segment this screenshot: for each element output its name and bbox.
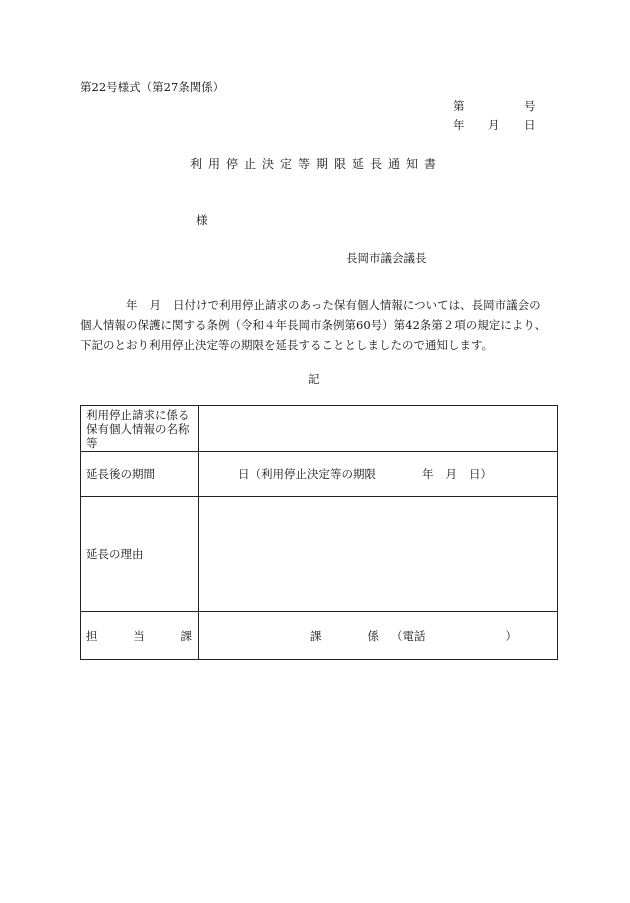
responsible-label-1: 担 xyxy=(86,628,98,643)
reason-value xyxy=(199,497,558,612)
body-date-year: 年 xyxy=(126,298,138,312)
body-line-1 xyxy=(80,295,558,315)
table-row-info-name xyxy=(81,406,558,452)
notice-table xyxy=(80,405,558,660)
info-name-label: 利用停止請求に係る保有個人情報の名称等 xyxy=(81,406,199,452)
doc-number-dai: 第 xyxy=(453,99,465,113)
charge-ka: 課 xyxy=(310,628,322,643)
period-text: 日（利用停止決定等の期限 xyxy=(238,467,376,481)
responsible-label-2: 当 xyxy=(133,628,145,643)
extended-period-label: 延長後の期間 xyxy=(81,452,199,497)
date-day: 日 xyxy=(524,118,536,132)
period-year: 年 xyxy=(422,467,434,481)
table-row-extended-period xyxy=(81,452,558,497)
ki-heading: 記 xyxy=(308,372,320,386)
responsible-label xyxy=(81,612,199,660)
table-row-reason xyxy=(81,497,558,612)
table-row-responsible xyxy=(81,612,558,660)
responsible-label-3: 課 xyxy=(180,628,192,643)
addressee-suffix: 様 xyxy=(196,213,208,227)
doc-number-go: 号 xyxy=(524,99,536,113)
info-name-value xyxy=(199,406,558,452)
charge-kakari: 係 xyxy=(367,628,379,643)
form-number: 第22号様式（第27条関係） xyxy=(80,80,225,94)
responsible-value xyxy=(199,612,558,660)
charge-phone-open: （電話 xyxy=(391,628,426,643)
reason-label: 延長の理由 xyxy=(81,497,199,612)
body-paragraph xyxy=(80,295,558,355)
body-line-3: 下記のとおり利用停止決定等の期限を延長することとしましたので通知します。 xyxy=(80,338,494,352)
date-month: 月 xyxy=(488,118,500,132)
extended-period-value xyxy=(199,452,558,497)
period-month: 月 xyxy=(445,467,457,481)
document-title: 利用停止決定等期限延長通知書 xyxy=(190,157,443,171)
sender-name: 長岡市議会議長 xyxy=(346,251,427,265)
body-line-1-text: 日付けで利用停止請求のあった保有個人情報については、長岡市議会の xyxy=(173,298,541,312)
body-date-month: 月 xyxy=(149,298,161,312)
body-line-2: 個人情報の保護に関する条例（令和４年長岡市条例第60号）第42条第２項の規定により、 xyxy=(80,318,547,332)
period-day: 日） xyxy=(469,467,492,481)
charge-phone-close: ） xyxy=(505,628,517,643)
date-year: 年 xyxy=(453,118,465,132)
